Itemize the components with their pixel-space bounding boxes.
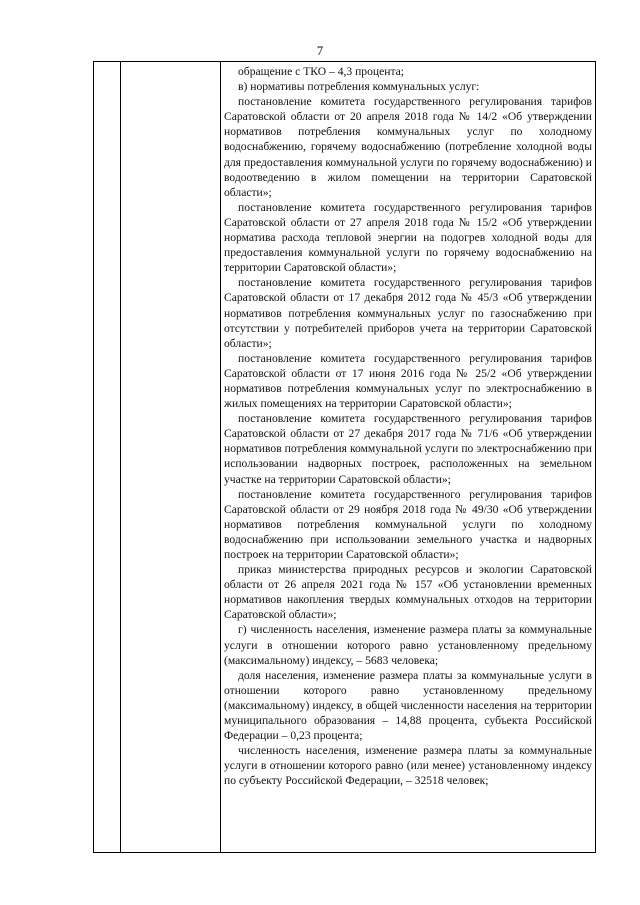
paragraph-resolution-15-2: постановление комитета государственного регулирования тарифов Саратовской области от 27 апреля 2018 года № 15/2 «Об утверждении норматива расхода тепловой энергии на подогрев холодной воды для предоставления коммунальной услуги по горячему водоснабжению на территории Саратовской области»; [224, 200, 592, 275]
paragraph-order-157: приказ министерства природных ресурсов и экологии Саратовской области от 26 апреля 2021 года № 157 «Об установлении временных нормативов накопления твердых коммунальных отходов на территории Саратовской области»; [224, 563, 592, 622]
paragraph-resolution-25-2: постановление комитета государственного регулирования тарифов Саратовской области от 17 июня 2016 года № 25/2 «Об утверждении нормативов потребления коммунальных услуг по электроснабжению в жилых помещениях на территории Саратовской области»; [224, 351, 592, 411]
paragraph-resolution-49-30: постановление комитета государственного регулирования тарифов Саратовской области от 29 ноября 2018 года № 49/30 «Об утверждении нормативов потребления коммунальной услуги по холодному водоснабжению при использовании земельного участка и надворных построек на территории Саратовской области»; [224, 487, 592, 561]
paragraph-population-share: доля населения, изменение размера платы за коммунальные услуги в отношении которого равно установленному предельному (максимальному) индексу, в общей численности населения на территории муниципального образования – 14,88 процента, субъекта Российской Федерации – 0,23 процента; [224, 668, 592, 743]
paragraph-population-below-index: численность населения, изменение размера платы за коммунальные услуги в отношении которого равно (или менее) установленному индексу по субъекту Российской Федерации, – 32518 человек; [224, 744, 592, 788]
table-cell-content [224, 64, 592, 789]
paragraph-consumption-norms-heading: в) нормативы потребления коммунальных услуг: [238, 80, 480, 94]
paragraph-population-max-index: г) численность населения, изменение размера платы за коммунальные услуги в отношении которого равно установленному предельному (максимальному) индексу, – 5683 человека; [224, 623, 592, 667]
column-divider-1 [120, 62, 121, 852]
paragraph-resolution-71-6: постановление комитета государственного регулирования тарифов Саратовской области от 27 декабря 2017 года № 71/6 «Об утверждении нормативов потребления коммунальной услуги по электроснабжению при использовании надворных построек, расположенных на земельном участке на территории Саратовской области»; [224, 412, 592, 486]
page-number: 7 [316, 43, 324, 58]
paragraph-resolution-45-3: постановление комитета государственного регулирования тарифов Саратовской области от 17 декабря 2012 года № 45/3 «Об утверждении нормативов потребления коммунальных услуг по газоснабжению при отсутствии у потребителей приборов учета на территории Саратовской области»; [224, 276, 592, 350]
paragraph-resolution-14-2: постановление комитета государственного регулирования тарифов Саратовской области от 20 апреля 2018 года № 14/2 «Об утверждении нормативов потребления коммунальных услуг по холодному водоснабжению, горячему водоснабжению (потребление холодной воды для предоставления коммунальной услуги по горячему водоснабжению) и водоотведению в жилом помещении на территории Саратовской области»; [224, 95, 592, 199]
paragraph-tko-share: обращение с ТКО – 4,3 процента; [238, 65, 405, 78]
column-divider-2 [220, 62, 221, 852]
